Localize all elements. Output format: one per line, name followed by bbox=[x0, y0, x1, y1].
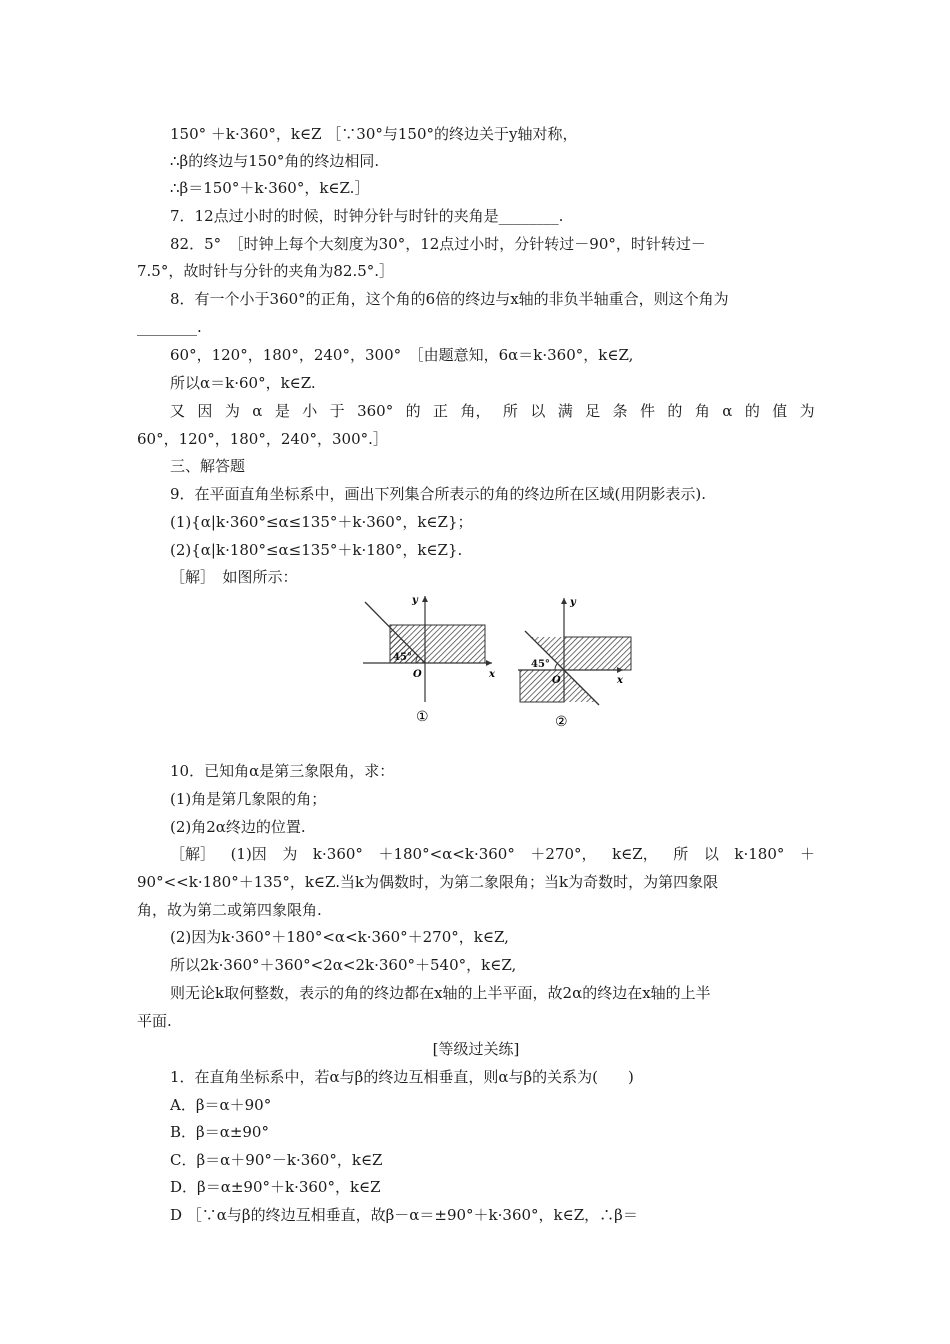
text-line: (1)角是第几象限的角； bbox=[170, 790, 327, 808]
angle-arc bbox=[555, 664, 557, 670]
word: 因 bbox=[197, 402, 213, 420]
text-line: ∴β＝150°＋k·360°，k∈Z.］ bbox=[170, 179, 370, 197]
word: 条 bbox=[612, 402, 628, 420]
word: k∈Z， bbox=[612, 845, 658, 863]
y-axis-arrow bbox=[422, 596, 428, 602]
question-8: 8．有一个小于360°的正角，这个角的6倍的终边与x轴的非负半轴重合，则这个角为 bbox=[170, 290, 729, 308]
word: 正 bbox=[433, 402, 449, 420]
word: 小 bbox=[302, 402, 318, 420]
question-7: 7．12点过小时的时候，时钟分针与时针的夹角是________. bbox=[170, 207, 564, 225]
word: 以 bbox=[703, 845, 719, 863]
word: 又 bbox=[170, 402, 186, 420]
text-line: 平面. bbox=[137, 1012, 172, 1030]
figure-caption: ① bbox=[416, 709, 429, 725]
angle-label: 45° bbox=[531, 659, 550, 670]
word: 角 bbox=[694, 402, 710, 420]
word: 值 bbox=[772, 402, 788, 420]
text-line: 7.5°，故时针与分针的夹角为82.5°.］ bbox=[137, 262, 395, 280]
word: 件 bbox=[640, 402, 656, 420]
answer-1: D ［∵α与β的终边互相垂直，故β－α＝±90°＋k·360°，k∈Z，∴β＝ bbox=[170, 1206, 638, 1224]
word: 的 bbox=[744, 402, 760, 420]
figure-2 bbox=[518, 597, 631, 730]
justified-line bbox=[170, 401, 815, 421]
option-c: C．β＝α＋90°－k·360°，k∈Z bbox=[170, 1151, 383, 1169]
y-axis-label: y bbox=[412, 595, 418, 606]
text-line: 角，故为第二或第四象限角. bbox=[137, 901, 322, 919]
shaded-region bbox=[564, 637, 631, 670]
figures bbox=[355, 588, 635, 730]
section-heading: 三、解答题 bbox=[170, 457, 246, 475]
word: 于 bbox=[329, 402, 345, 420]
origin-label: O bbox=[413, 669, 422, 680]
word: ＋270°， bbox=[530, 845, 597, 863]
word: 为 bbox=[282, 845, 298, 863]
text-line: (2)角2α终边的位置. bbox=[170, 818, 306, 836]
section-heading: [等级过关练] bbox=[432, 1040, 520, 1058]
word: 所 bbox=[502, 402, 518, 420]
text-line: 150° ＋k·360°，k∈Z ［∵30°与150°的终边关于y轴对称， bbox=[170, 125, 578, 143]
answer-7: 82．5° ［时钟上每个大刻度为30°，12点过小时，分针转过－90°，时针转过－ bbox=[170, 235, 706, 253]
word: k·360° bbox=[312, 845, 363, 863]
word: 足 bbox=[585, 402, 601, 420]
text-line: 则无论k取何整数，表示的角的终边都在x轴的上半平面，故2α的终边在x轴的上半 bbox=[170, 984, 711, 1002]
angle-label: 45° bbox=[393, 652, 412, 663]
word: k·180° bbox=[734, 845, 785, 863]
word: 的 bbox=[405, 402, 421, 420]
x-axis-label: x bbox=[617, 675, 623, 686]
text-line: ∴β的终边与150°角的终边相同. bbox=[170, 152, 380, 170]
answer-8: 60°，120°，180°，240°，300° ［由题意知，6α＝k·360°，k∈Z, bbox=[170, 346, 634, 364]
word: α bbox=[722, 402, 733, 420]
figure-caption: ② bbox=[555, 714, 568, 730]
word: 角， bbox=[460, 402, 491, 420]
text-line: (2){α|k·180°≤α≤135°＋k·180°，k∈Z}. bbox=[170, 541, 463, 559]
word: 360° bbox=[357, 402, 394, 420]
question-9: 9．在平面直角坐标系中，画出下列集合所表示的角的终边所在区域(用阴影表示). bbox=[170, 485, 707, 503]
word: 以 bbox=[530, 402, 546, 420]
word: 为 bbox=[224, 402, 240, 420]
word: 满 bbox=[557, 402, 573, 420]
word: 所 bbox=[673, 845, 689, 863]
text-line: 所以α＝k·60°，k∈Z. bbox=[170, 374, 316, 392]
text-line: (1){α|k·360°≤α≤135°＋k·360°，k∈Z}； bbox=[170, 513, 473, 531]
word: ＋180°<α<k·360° bbox=[378, 845, 515, 863]
y-axis-arrow bbox=[561, 598, 567, 604]
x-axis-label: x bbox=[489, 669, 495, 680]
word: α bbox=[252, 402, 263, 420]
option-d: D．β＝α±90°＋k·360°，k∈Z bbox=[170, 1178, 381, 1196]
x-axis-arrow bbox=[486, 660, 492, 666]
justified-line bbox=[170, 844, 815, 864]
y-axis-label: y bbox=[570, 597, 576, 608]
word: 的 bbox=[667, 402, 683, 420]
figure-diagrams bbox=[355, 588, 635, 730]
text-line: ［解］ 如图所示： bbox=[170, 568, 298, 586]
figure-1 bbox=[363, 595, 496, 725]
word: 是 bbox=[274, 402, 290, 420]
text-line: 60°，120°，180°，240°，300°.］ bbox=[137, 430, 388, 448]
question-1: 1．在直角坐标系中，若α与β的终边互相垂直，则α与β的关系为( ) bbox=[170, 1068, 634, 1086]
question-10: 10．已知角α是第三象限角，求： bbox=[170, 762, 395, 780]
option-a: A．β＝α＋90° bbox=[170, 1096, 272, 1114]
word: ［解］ bbox=[170, 845, 216, 863]
text-line: 所以2k·360°＋360°<2α<2k·360°＋540°，k∈Z, bbox=[170, 956, 517, 974]
word: (1)因 bbox=[230, 845, 267, 863]
option-b: B．β＝α±90° bbox=[170, 1123, 269, 1141]
word: 为 bbox=[799, 402, 815, 420]
text-line: (2)因为k·360°＋180°<α<k·360°＋270°，k∈Z, bbox=[170, 928, 509, 946]
origin-label: O bbox=[552, 675, 561, 686]
text-line: 90°<<k·180°＋135°，k∈Z.当k为偶数时，为第二象限角；当k为奇数时，为第四象限 bbox=[137, 873, 719, 891]
text-line: ________. bbox=[137, 318, 202, 336]
word: ＋ bbox=[799, 845, 815, 863]
